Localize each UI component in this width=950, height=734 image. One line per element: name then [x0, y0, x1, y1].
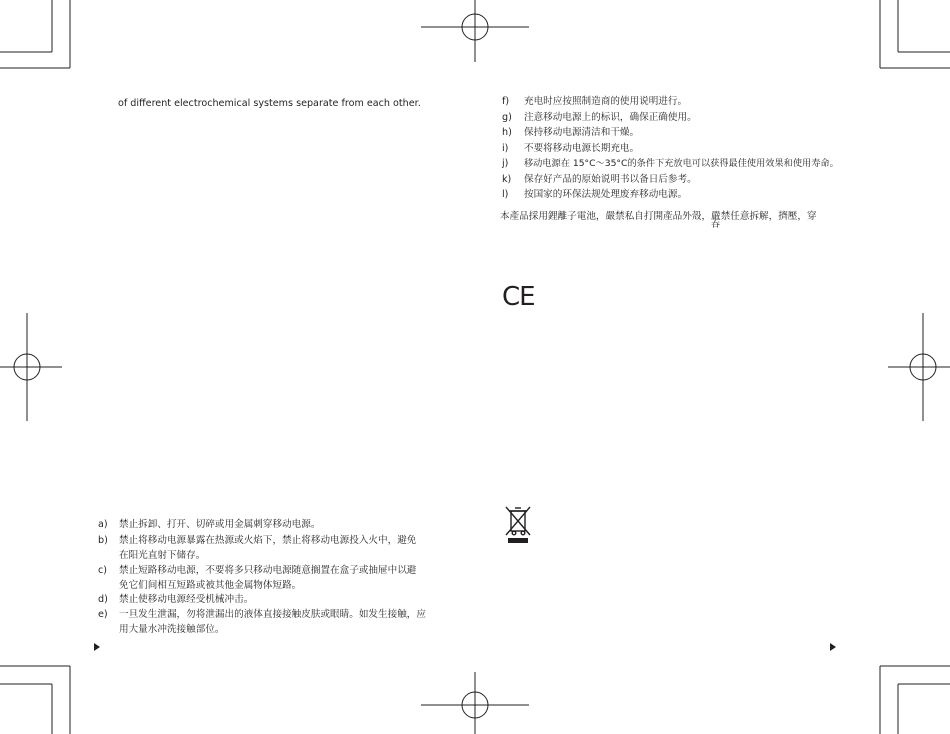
item-label: e) — [98, 609, 108, 620]
item-text — [524, 110, 697, 125]
item-label: d) — [98, 594, 108, 605]
item-line: 不要将移动电源长期充电。 — [524, 143, 640, 154]
item-line: 保持移动电源清洁和干燥。 — [524, 127, 640, 138]
battery-notice: 本產品採用鋰離子電池，嚴禁私自打開產品外殼，嚴禁任意拆解，擠壓，穿 — [500, 211, 817, 222]
item-line: 按国家的环保法规处理废弃移动电源。 — [524, 189, 688, 200]
item-line: 禁止将移动电源暴露在热源或火焰下，禁止将移动电源投入火中，避免 — [119, 535, 417, 546]
item-text — [119, 533, 416, 563]
item-label: i) — [502, 143, 509, 154]
registration-mark — [421, 0, 529, 62]
crossed-out-wheelie-bin-icon — [503, 505, 533, 545]
registration-mark — [421, 672, 529, 734]
item-text — [119, 563, 416, 593]
continued-paragraph: of different electrochemical systems separate from each other. — [118, 98, 421, 109]
item-line: 禁止拆卸、打开、切碎或用金属刺穿移动电源。 — [119, 519, 321, 530]
item-line: 禁止使移动电源经受机械冲击。 — [119, 594, 254, 605]
item-line: 移动电源在 15°C～35°C的条件下充放电可以获得最佳使用效果和使用寿命。 — [524, 158, 839, 169]
item-text — [524, 187, 687, 202]
play-arrow-icon — [830, 643, 836, 651]
item-line: 注意移动电源上的标识，确保正确使用。 — [524, 112, 697, 123]
item-label: l) — [502, 189, 509, 200]
item-text — [524, 141, 639, 156]
item-label: b) — [98, 535, 108, 546]
item-text — [524, 125, 639, 140]
item-label: a) — [98, 519, 108, 530]
battery-notice-continuation: 吞 — [711, 220, 721, 230]
item-text — [119, 607, 426, 637]
item-text — [524, 172, 697, 187]
item-text — [119, 517, 320, 532]
play-arrow-icon — [94, 643, 100, 651]
ce-mark-icon: CE — [502, 282, 535, 312]
item-label: h) — [502, 127, 512, 138]
item-label: f) — [502, 96, 510, 107]
item-line: 一旦发生泄漏，勿将泄漏出的液体直接接触皮肤或眼睛。如发生接触，应 — [119, 609, 426, 620]
item-line: 用大量水冲洗接触部位。 — [119, 624, 225, 635]
item-line: 在阳光直射下储存。 — [119, 550, 206, 561]
item-line: 免它们间相互短路或被其他金属物体短路。 — [119, 580, 302, 591]
item-line: 禁止短路移动电源，不要将多只移动电源随意搁置在盒子或抽屉中以避 — [119, 565, 417, 576]
registration-mark — [0, 313, 62, 421]
item-label: c) — [98, 565, 108, 576]
item-line: 保存好产品的原始说明书以备日后参考。 — [524, 174, 697, 185]
registration-mark — [888, 313, 950, 421]
item-text — [524, 156, 839, 171]
item-label: j) — [502, 158, 509, 169]
item-line: 充电时应按照制造商的使用说明进行。 — [524, 96, 688, 107]
item-label: g) — [502, 112, 512, 123]
item-text — [524, 94, 687, 109]
item-text — [119, 592, 253, 607]
item-label: k) — [502, 174, 512, 185]
